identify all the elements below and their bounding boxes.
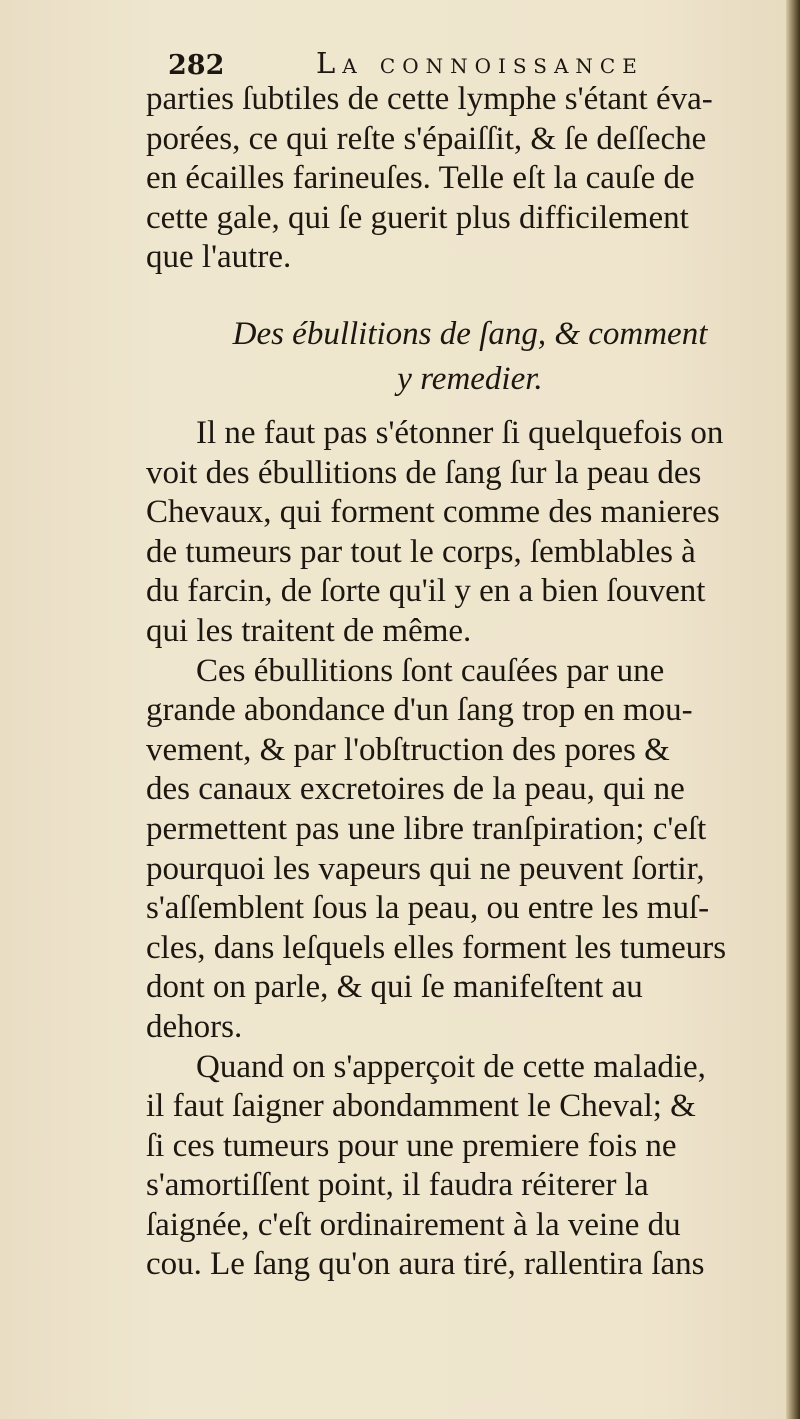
paragraph-continuation — [146, 80, 794, 278]
text-line: dehors. — [146, 1008, 243, 1045]
text-line: permettent pas une libre tranſpiration; c'eſt — [146, 810, 707, 847]
body-text — [146, 414, 794, 1285]
text-line: il faut ſaigner abondamment le Cheval; & — [146, 1088, 696, 1125]
text-line: pourquoi les vapeurs qui ne peuvent ſortir, — [146, 850, 705, 887]
heading-line: y remedier. — [397, 361, 543, 397]
text-line: vement, & par l'obſtruction des pores & — [146, 731, 670, 768]
text-line: s'aſſemblent ſous la peau, ou entre les muſ- — [146, 890, 710, 927]
text-line: Ces ébullitions ſont cauſées par une — [196, 652, 665, 689]
text-line: Il ne faut pas s'étonner ſi quelquefois on — [196, 415, 724, 451]
text-line: Quand on s'apperçoit de cette maladie, — [196, 1048, 706, 1085]
text-line: Chevaux, qui forment comme des manieres — [146, 494, 720, 531]
text-line: cles, dans leſquels elles forment les tumeurs — [146, 929, 727, 966]
text-line: grande abondance d'un ſang trop en mou- — [146, 692, 693, 729]
text-line: ſaignée, c'eſt ordinairement à la veine du — [146, 1206, 681, 1243]
text-line: voit des ébullitions de ſang ſur la peau des — [146, 454, 702, 491]
text-line: en écailles farineuſes. Telle eſt la cauſe de — [146, 160, 695, 197]
text-line: porées, ce qui reſte s'épaiſſit, & ſe deſſeche — [146, 120, 707, 157]
heading-line: Des ébullitions de ſang, & comment — [232, 316, 708, 352]
section-heading — [146, 312, 794, 402]
text-line: cette gale, qui ſe guerit plus difficilement — [146, 199, 689, 236]
text-line: que l'autre. — [146, 239, 292, 276]
text-line: parties ſubtiles de cette lymphe s'étant éva- — [146, 81, 713, 117]
text-line: cou. Le ſang qu'on aura tiré, rallentira ſans — [146, 1246, 705, 1283]
text-line: dont on parle, & qui ſe manifeſtent au — [146, 969, 643, 1006]
text-line: de tumeurs par tout le corps, ſemblables à — [146, 533, 696, 570]
running-title: La connoissance — [316, 46, 644, 80]
text-line: qui les traitent de même. — [146, 612, 472, 649]
text-line: ſi ces tumeurs pour une premiere fois ne — [146, 1127, 677, 1164]
text-line: s'amortiſſent point, il faudra réiterer la — [146, 1167, 649, 1204]
text-line: du farcin, de ſorte qu'il y en a bien ſouvent — [146, 573, 706, 610]
text-line: des canaux excretoires de la peau, qui ne — [146, 771, 685, 808]
page-number: 282 — [168, 50, 225, 81]
